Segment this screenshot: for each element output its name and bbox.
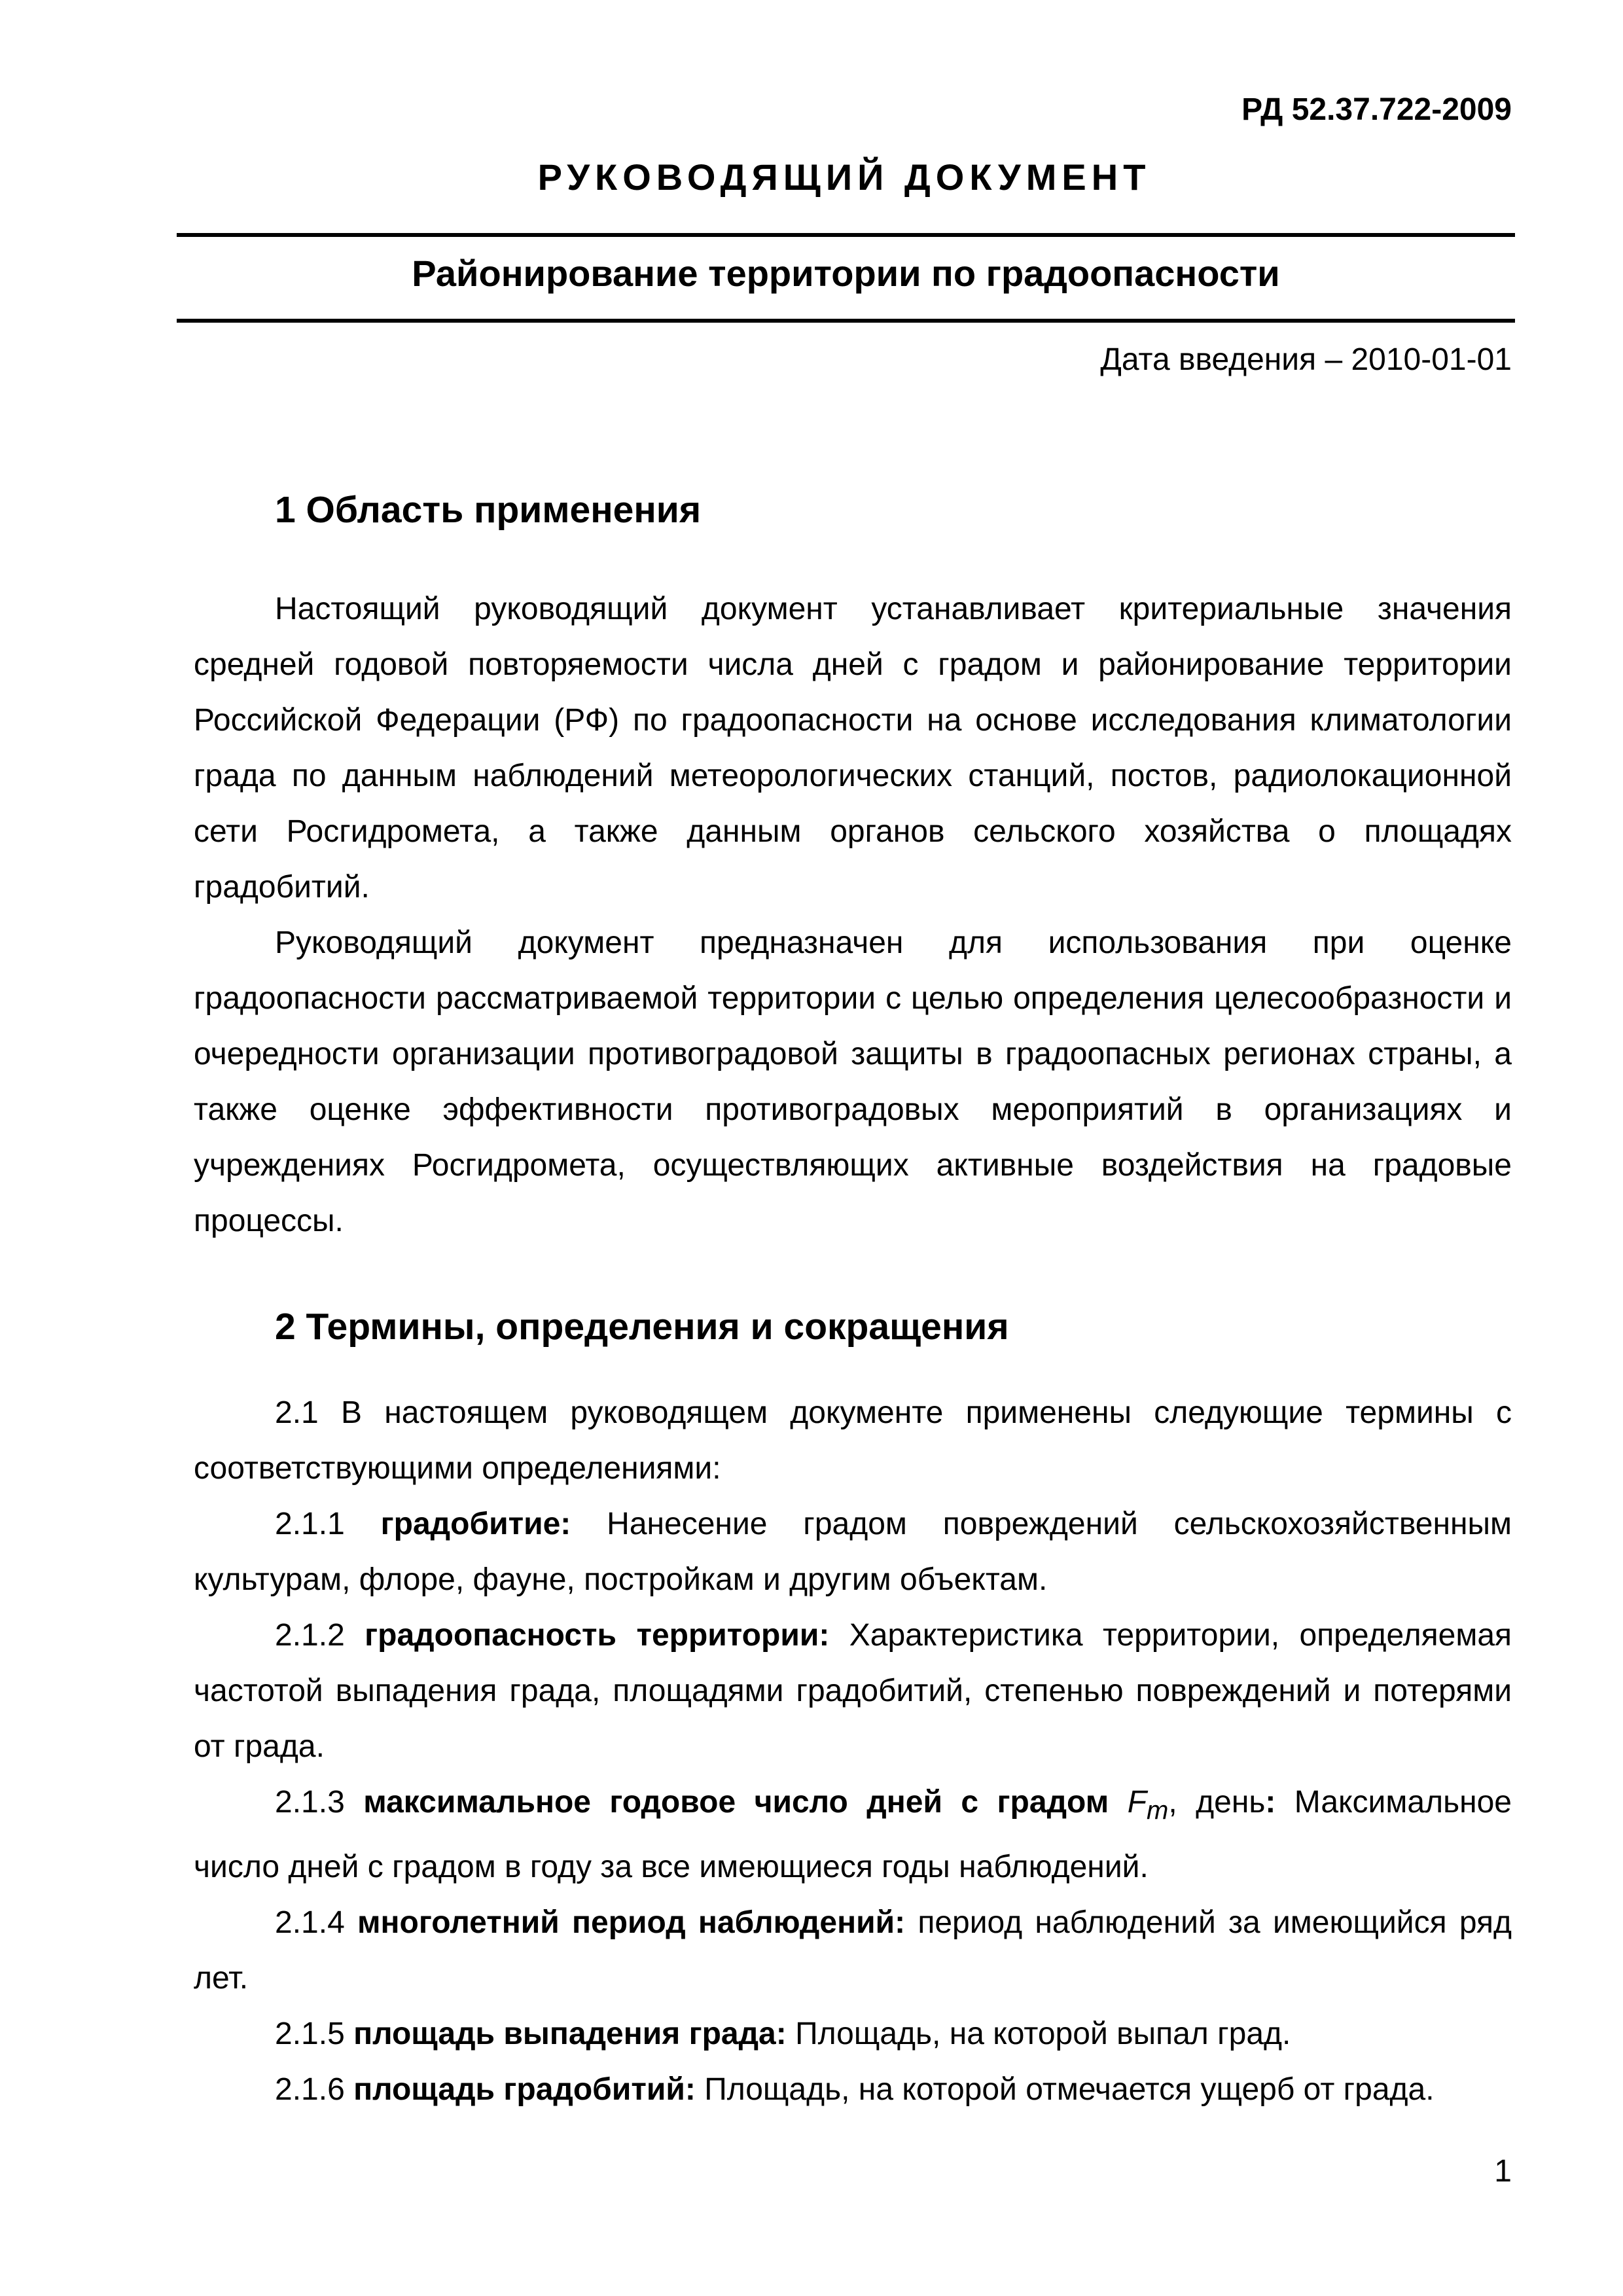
term-definition: Максимальное число дней с градом в году за все имеющиеся годы наблюдений. <box>194 1785 1512 1884</box>
document-type-heading: РУКОВОДЯЩИЙ ДОКУМЕНТ <box>537 156 1151 198</box>
term-unit: , день <box>1168 1785 1266 1820</box>
document-code: РД 52.37.722-2009 <box>1241 92 1512 127</box>
term-number: 2.1.5 <box>275 2016 345 2051</box>
term-entry <box>194 1895 1512 2006</box>
term-name: площадь градобитий: <box>353 2072 696 2107</box>
section-1-heading: 1 Область применения <box>275 489 702 531</box>
section-1-paragraph: Настоящий руководящий документ устанавливает критериальные значения средней годовой повторяемости числа дней с градом и районирование территории Российской Федерации (РФ) по градоопасности на основе исследования климатологии града по данным наблюдений метеорологических станций, постов, радиолокационной сети Росгидромета, а также данным органов сельского хозяйства о площадях градобитий. <box>194 592 1512 905</box>
introduction-date: Дата введения – 2010-01-01 <box>1100 342 1512 377</box>
title-rule-top <box>177 233 1515 237</box>
term-number: 2.1.3 <box>275 1785 345 1820</box>
term-name: градобитие: <box>380 1507 571 1541</box>
section-1-body <box>194 581 1512 1249</box>
term-entry <box>194 1496 1512 1607</box>
term-entry <box>194 2006 1512 2062</box>
document-title: Районирование территории по градоопасности <box>412 253 1280 294</box>
term-name: многолетний период наблюдений: <box>357 1905 906 1940</box>
term-definition: Площадь, на которой отмечается ущерб от града. <box>704 2072 1435 2107</box>
term-number: 2.1.4 <box>275 1905 345 1940</box>
term-symbol-subscript: m <box>1147 1796 1169 1825</box>
page-number: 1 <box>1494 2154 1512 2189</box>
title-rule-bottom <box>177 319 1515 323</box>
term-number: 2.1.1 <box>275 1507 345 1541</box>
term-name: максимальное годовое число дней с градом <box>363 1785 1109 1820</box>
term-name: площадь выпадения града: <box>353 2016 787 2051</box>
term-entry <box>194 1607 1512 1774</box>
term-definition: Нанесение градом повреждений сельскохозяйственным культурам, флоре, фауне, постройкам и другим объектам. <box>194 1507 1512 1597</box>
term-symbol: $F_m$ <box>1127 1785 1169 1825</box>
section-2-body <box>194 1385 1512 2117</box>
term-number: 2.1.2 <box>275 1618 345 1653</box>
term-entry <box>194 1774 1512 1895</box>
term-definition: период наблюдений за имеющийся ряд лет. <box>194 1905 1512 1996</box>
term-number: 2.1.6 <box>275 2072 345 2107</box>
section-2-heading: 2 Термины, определения и сокращения <box>275 1306 1009 1348</box>
term-colon: : <box>1265 1785 1276 1820</box>
term-definition: Площадь, на которой выпал град. <box>795 2016 1291 2051</box>
term-definition: Характеристика территории, определяемая частотой выпадения града, площадями градобитий, степенью повреждений и потерями от града. <box>194 1618 1512 1764</box>
term-name: градоопасность территории: <box>365 1618 830 1653</box>
section-1-paragraph: Руководящий документ предназначен для использования при оценке градоопасности рассматриваемой территории с целью определения целесообразности и очередности организации противоградовой защиты в градоопасных регионах страны, а также оценке эффективности противоградовых мероприятий в организациях и учреждениях Росгидромета, осуществляющих активные воздействия на градовые процессы. <box>194 925 1512 1238</box>
term-entry <box>194 2062 1512 2117</box>
section-2-intro: 2.1 В настоящем руководящем документе применены следующие термины с соответствующими определениями: <box>194 1395 1512 1486</box>
